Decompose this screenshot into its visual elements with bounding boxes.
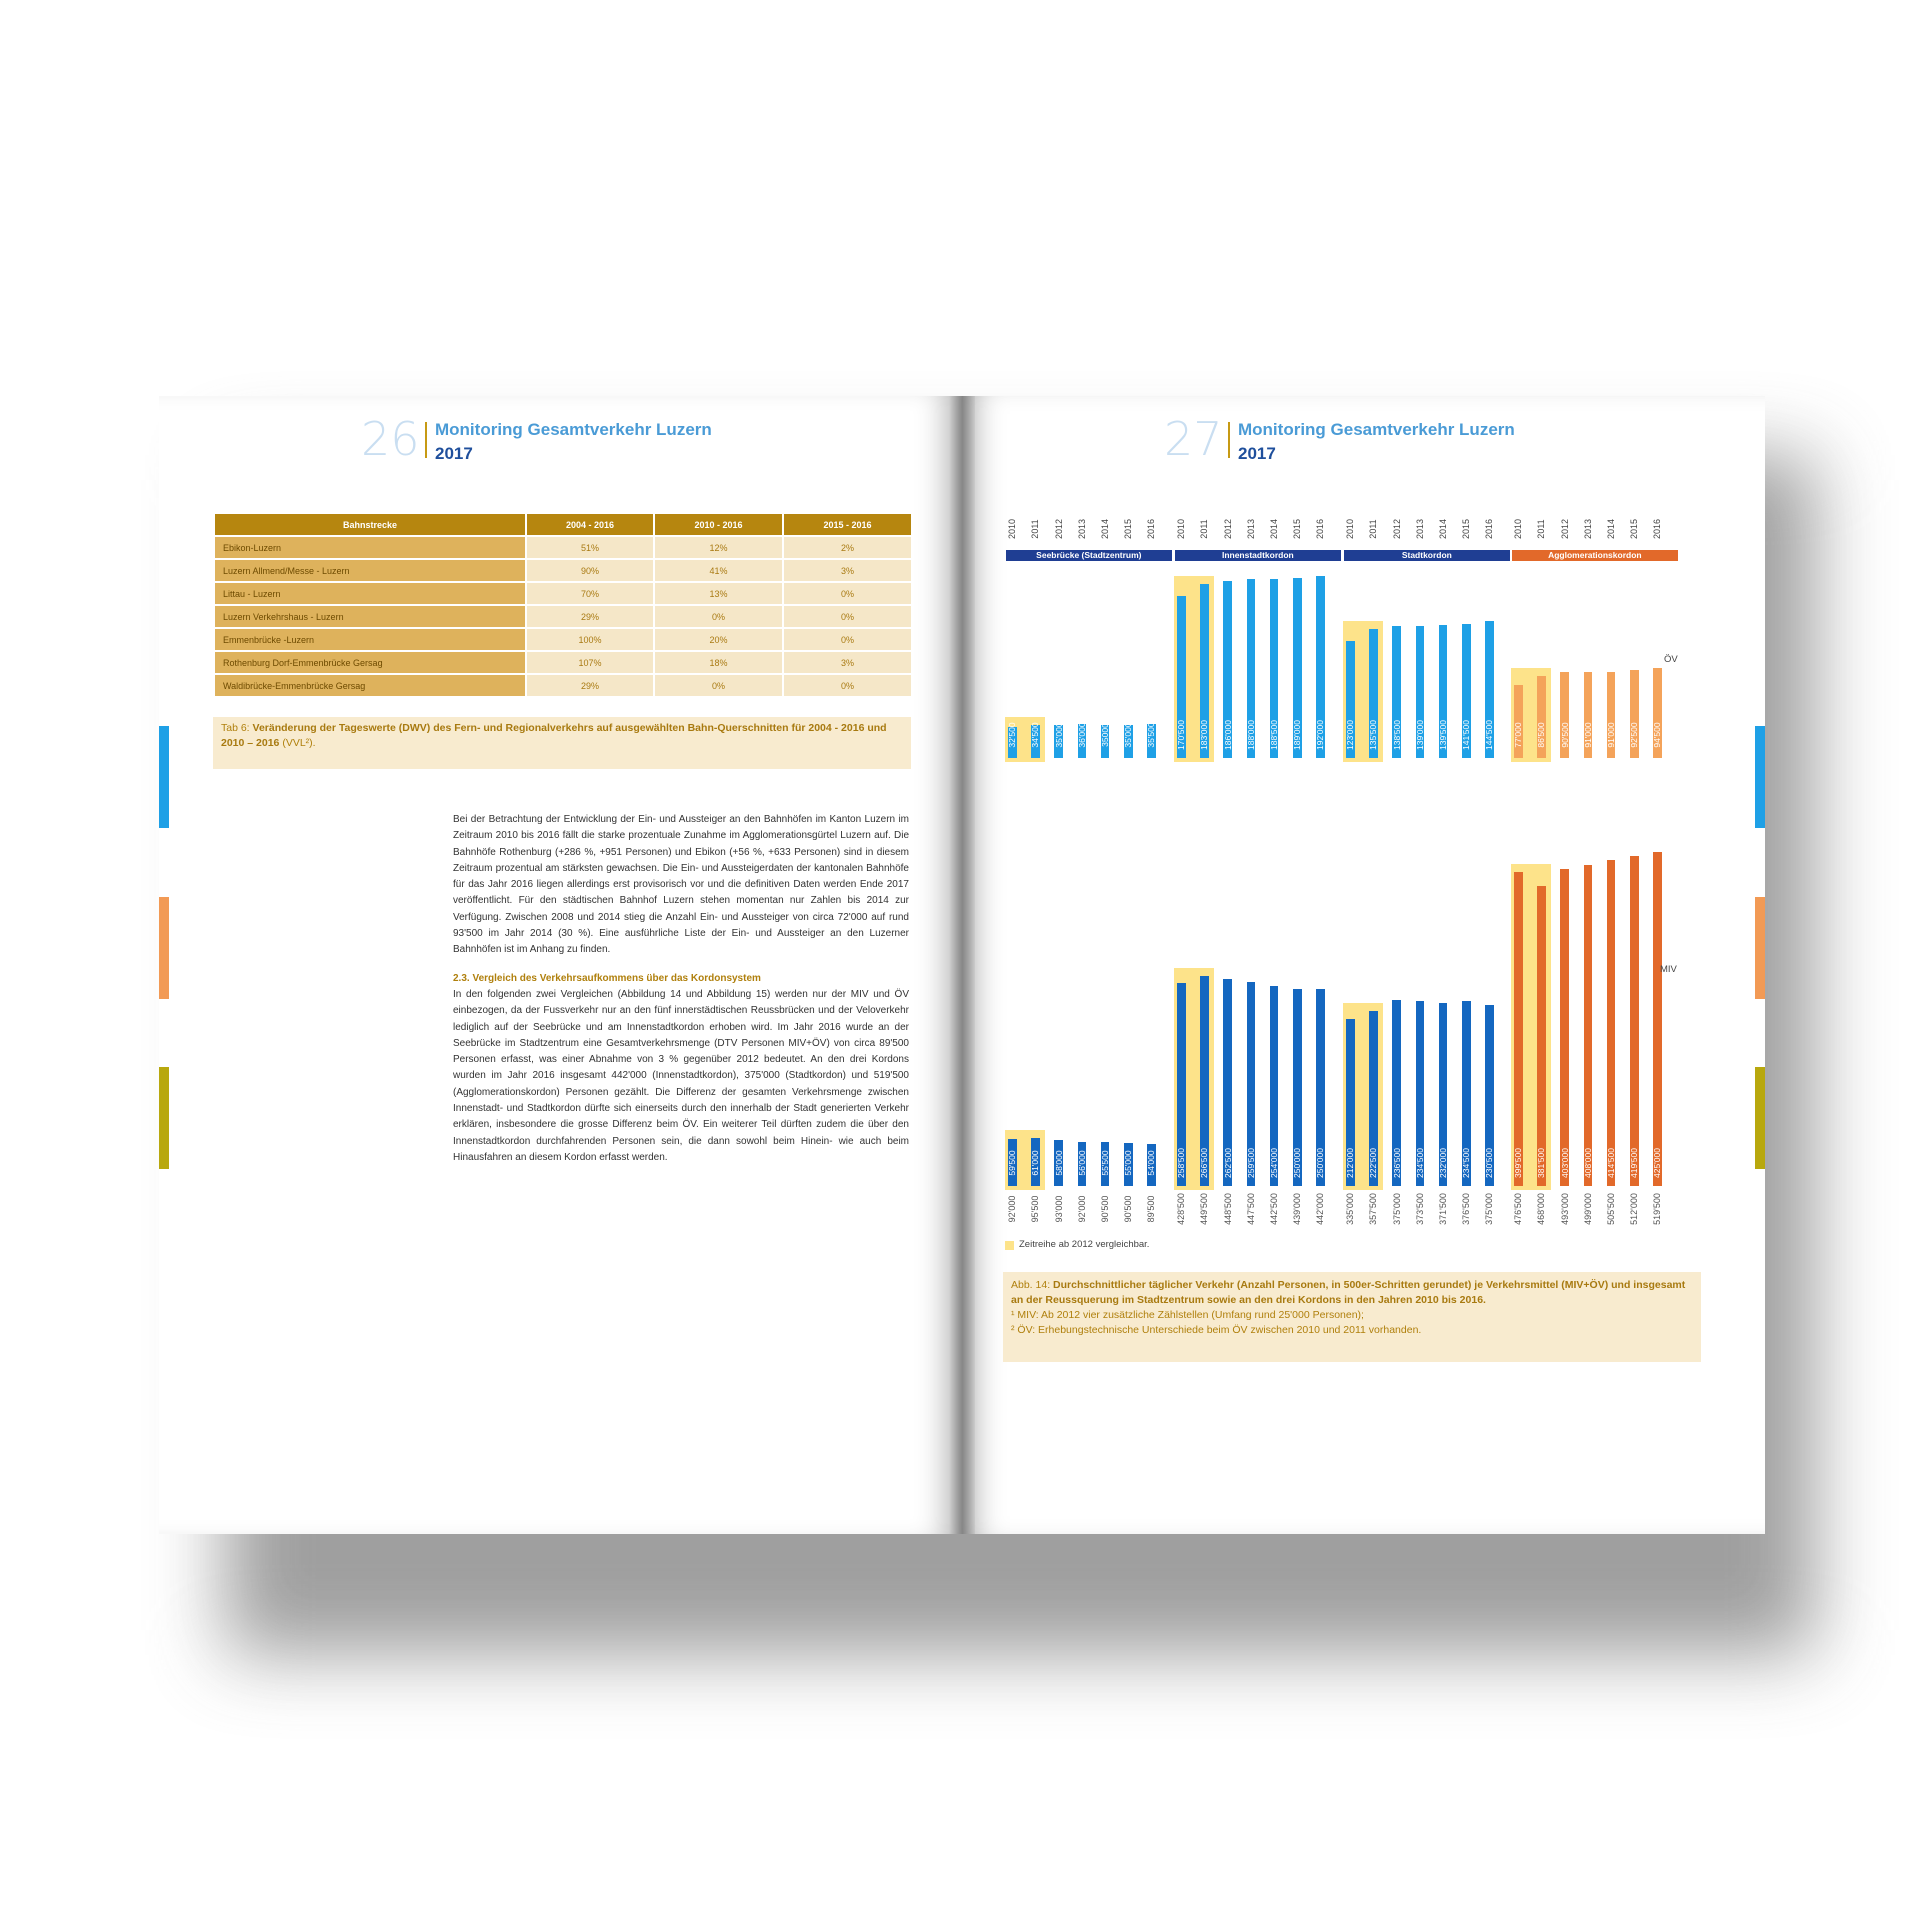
table-row — [214, 605, 912, 628]
ov-value-label: 170'500 — [1176, 720, 1187, 750]
miv-bar — [1560, 869, 1569, 1186]
table-row — [214, 582, 912, 605]
caption-bold: Veränderung der Tageswerte (DWV) des Fern- und Regionalverkehrs auf ausgewählten Bahn-Querschnitten für 2004 - 2016 und 2010 – 2016 — [221, 722, 887, 749]
ov-value-label: 135'500 — [1368, 720, 1379, 750]
total-label: 92'000 — [1007, 1195, 1018, 1223]
ov-value-label: 92'500 — [1629, 722, 1640, 748]
total-label: 505'500 — [1606, 1193, 1617, 1225]
ov-value-label: 123'000 — [1345, 720, 1356, 750]
table-row — [214, 559, 912, 582]
ov-value-label: 139'500 — [1438, 720, 1449, 750]
table-cell: 3% — [783, 651, 912, 674]
year-label: 2011 — [1199, 519, 1210, 539]
caption-suffix: (VVL²). — [279, 737, 316, 749]
table-row — [214, 628, 912, 651]
left-page — [159, 396, 962, 1534]
group-label: Agglomerationskordon — [1512, 550, 1678, 561]
year-label: 2012 — [1222, 518, 1233, 540]
miv-value-label: 59'500 — [1007, 1150, 1018, 1176]
year-label: 2011 — [1536, 519, 1547, 539]
total-label: 89'500 — [1146, 1195, 1157, 1223]
miv-value-label: 55'500 — [1100, 1150, 1111, 1176]
total-label: 512'000 — [1629, 1193, 1640, 1225]
year-label: 2010 — [1513, 518, 1524, 540]
miv-value-label: 236'500 — [1391, 1148, 1402, 1178]
total-label: 335'000 — [1345, 1193, 1356, 1225]
year-label: 2010 — [1007, 518, 1018, 540]
book-gutter — [949, 396, 975, 1534]
year-label: 2011 — [1030, 519, 1041, 539]
table-cell: 0% — [654, 674, 783, 697]
ov-value-label: 35'500 — [1146, 722, 1157, 748]
year-label: 2013 — [1582, 518, 1593, 540]
paragraph: In den folgenden zwei Vergleichen (Abbildung 14 und Abbildung 15) werden nur der MIV und ÖV einbezogen, da der Fussverkehr nur an den fünf innerstädtischen Reussbrücken und der Veloverkehr lediglich auf der Seebrücke und am Innenstadtkordon erhoben wird. Im Jahr 2016 wurde an der Seebrücke im Stadtzentrum eine Gesamtverkehrsmenge (DTV Personen MIV+ÖV) von circa 89'500 Personen erfasst, was einer Abnahme von 3 % gegenüber 2012 bedeutet. An den drei Kordons wurden im Jahr 2016 insgesamt 442'000 (Innenstadtkordon), 375'000 (Stadtkordon) und 519'500 (Agglomerationskordon) Personen gezählt. Die Differenz der gesamten Verkehrsmenge zwischen Innenstadt- und Stadtkordon dürfte sich einerseits durch den innerhalb der Stadt generierten Verkehr erklären, insbesondere die grosse Differenz beim ÖV. Ein weiterer Teil dürften zudem die über den Innenstadtkordon durchfahrenden Personen sein, die dann sowohl beim Hinein- wie auch beim Hinausfahren an diesem Kordon erfasst werden. — [453, 988, 909, 1163]
total-label: 376'500 — [1461, 1193, 1472, 1225]
table-cell: 0% — [783, 605, 912, 628]
year-label: 2014 — [1100, 518, 1111, 540]
table-header: 2010 - 2016 — [654, 513, 783, 536]
year-label: 2015 — [1461, 518, 1472, 540]
caption-bold: Durchschnittlicher täglicher Verkehr (Anzahl Personen, in 500er-Schritten gerundet) je Verkehrsmittel (MIV+ÖV) und insgesamt an der Reussquerung im Stadtzentrum sowie an den drei Kordons in den Jahren 2010 bis 2016. — [1011, 1279, 1686, 1306]
group-label: Innenstadtkordon — [1175, 550, 1341, 561]
miv-value-label: 250'000 — [1315, 1148, 1326, 1178]
table-header: Bahnstrecke — [214, 513, 526, 536]
miv-value-label: 262'500 — [1222, 1148, 1233, 1178]
miv-value-label: 403'000 — [1559, 1148, 1570, 1178]
caption-note: ¹ MIV: Ab 2012 vier zusätzliche Zählstellen (Umfang rund 25'000 Personen); — [1011, 1309, 1364, 1321]
total-label: 93'000 — [1053, 1195, 1064, 1223]
legend-text: Zeitreihe ab 2012 vergleichbar. — [1019, 1239, 1150, 1250]
table-cell: 0% — [783, 628, 912, 651]
ov-value-label: 34'500 — [1030, 722, 1041, 748]
ov-value-label: 183'000 — [1199, 720, 1210, 750]
ov-value-label: 32'500 — [1007, 722, 1018, 748]
section-tab-olive-left — [159, 1067, 169, 1169]
figure-caption — [1003, 1272, 1701, 1362]
table-caption — [213, 717, 911, 769]
total-label: 447'500 — [1245, 1193, 1256, 1225]
total-label: 371'500 — [1438, 1193, 1449, 1225]
miv-value-label: 258'500 — [1176, 1148, 1187, 1178]
table-header: 2004 - 2016 — [526, 513, 654, 536]
ov-series-label: ÖV — [1664, 654, 1678, 665]
total-label: 92'000 — [1076, 1195, 1087, 1223]
ov-value-label: 35'000 — [1123, 722, 1134, 748]
table-row — [214, 536, 912, 559]
ov-value-label: 35000 — [1100, 723, 1111, 747]
miv-value-label: 234'500 — [1414, 1148, 1425, 1178]
caption-prefix: Abb. 14: — [1011, 1279, 1054, 1291]
ov-value-label: 138'500 — [1391, 720, 1402, 750]
year-label: 2016 — [1146, 518, 1157, 540]
table-cell: 70% — [526, 582, 654, 605]
miv-bar — [1607, 860, 1616, 1186]
ov-value-label: 186'000 — [1222, 720, 1233, 750]
table-cell: Littau - Luzern — [214, 582, 526, 605]
section-tab-blue-left — [159, 726, 169, 828]
miv-value-label: 399'500 — [1513, 1148, 1524, 1178]
table-cell: 100% — [526, 628, 654, 651]
header-year: 2017 — [435, 444, 473, 463]
section-heading: 2.3. Vergleich des Verkehrsaufkommens über das Kordonsystem — [453, 972, 761, 984]
page-number: 26 — [361, 412, 420, 466]
miv-bar — [1630, 856, 1639, 1186]
caption-note: ² ÖV: Erhebungstechnische Unterschiede beim ÖV zwischen 2010 und 2011 vorhanden. — [1011, 1324, 1422, 1336]
miv-series-label: MIV — [1660, 964, 1677, 975]
total-label: 442'000 — [1315, 1193, 1326, 1225]
year-label: 2015 — [1292, 518, 1303, 540]
table-header-row — [214, 513, 912, 536]
ov-value-label: 91'000 — [1606, 722, 1617, 748]
table-cell: Luzern Verkehrshaus - Luzern — [214, 605, 526, 628]
year-label: 2013 — [1414, 518, 1425, 540]
miv-value-label: 266'500 — [1199, 1148, 1210, 1178]
miv-bar — [1653, 852, 1662, 1186]
right-page — [962, 396, 1765, 1534]
table-row — [214, 674, 912, 697]
miv-value-label: 254'000 — [1269, 1148, 1280, 1178]
year-label: 2013 — [1076, 518, 1087, 540]
miv-value-label: 419'500 — [1629, 1148, 1640, 1178]
section-tab-orange-right — [1755, 897, 1765, 999]
table-row — [214, 651, 912, 674]
table-cell: 18% — [654, 651, 783, 674]
table-cell: 12% — [654, 536, 783, 559]
miv-value-label: 250'000 — [1292, 1148, 1303, 1178]
total-label: 499'000 — [1582, 1193, 1593, 1225]
table-header: 2015 - 2016 — [783, 513, 912, 536]
miv-value-label: 381'500 — [1536, 1148, 1547, 1178]
total-label: 449'500 — [1199, 1193, 1210, 1225]
table-cell: 13% — [654, 582, 783, 605]
ov-value-label: 86'500 — [1536, 722, 1547, 748]
miv-value-label: 55'000 — [1123, 1150, 1134, 1176]
miv-value-label: 54'000 — [1146, 1150, 1157, 1176]
caption-prefix: Tab 6: — [221, 722, 253, 734]
table-cell: 0% — [783, 674, 912, 697]
year-label: 2016 — [1315, 518, 1326, 540]
ov-value-label: 141'500 — [1461, 720, 1472, 750]
table-cell: 29% — [526, 605, 654, 628]
miv-value-label: 234'500 — [1461, 1148, 1472, 1178]
total-label: 90'500 — [1100, 1195, 1111, 1223]
table-cell: 3% — [783, 559, 912, 582]
total-label: 493'000 — [1559, 1193, 1570, 1225]
total-label: 428'500 — [1176, 1193, 1187, 1225]
table-cell: Ebikon-Luzern — [214, 536, 526, 559]
miv-value-label: 425'000 — [1652, 1148, 1663, 1178]
table-cell: 41% — [654, 559, 783, 582]
ov-value-label: 36'000 — [1076, 722, 1087, 748]
legend-swatch — [1005, 1241, 1014, 1250]
year-label: 2011 — [1368, 519, 1379, 539]
total-label: 448'500 — [1222, 1193, 1233, 1225]
miv-value-label: 212'000 — [1345, 1148, 1356, 1178]
ov-value-label: 144'500 — [1484, 720, 1495, 750]
miv-value-label: 259'500 — [1245, 1148, 1256, 1178]
header-year: 2017 — [1238, 444, 1276, 463]
rail-table — [213, 512, 913, 698]
section-tab-olive-right — [1755, 1067, 1765, 1169]
ov-value-label: 188'000 — [1245, 720, 1256, 750]
table-cell: 2% — [783, 536, 912, 559]
table-cell: 90% — [526, 559, 654, 582]
miv-value-label: 222'500 — [1368, 1148, 1379, 1178]
miv-bar — [1584, 865, 1593, 1186]
table-cell: 20% — [654, 628, 783, 651]
total-label: 357'500 — [1368, 1193, 1379, 1225]
table-cell: 107% — [526, 651, 654, 674]
header-title: Monitoring Gesamtverkehr Luzern — [435, 420, 712, 439]
year-label: 2015 — [1629, 518, 1640, 540]
year-label: 2014 — [1438, 518, 1449, 540]
ov-value-label: 77'000 — [1513, 722, 1524, 748]
miv-bar — [1514, 872, 1523, 1186]
year-label: 2016 — [1652, 518, 1663, 540]
body-text — [453, 812, 909, 1166]
table-cell: 0% — [783, 582, 912, 605]
header-divider — [425, 422, 427, 458]
miv-value-label: 408'000 — [1582, 1148, 1593, 1178]
total-label: 375'000 — [1484, 1193, 1495, 1225]
year-label: 2012 — [1559, 518, 1570, 540]
total-label: 468'000 — [1536, 1193, 1547, 1225]
header-title: Monitoring Gesamtverkehr Luzern — [1238, 420, 1515, 439]
group-label: Stadtkordon — [1344, 550, 1510, 561]
year-label: 2010 — [1345, 518, 1356, 540]
miv-value-label: 414'500 — [1606, 1148, 1617, 1178]
table-cell: Emmenbrücke -Luzern — [214, 628, 526, 651]
miv-value-label: 61'000 — [1030, 1150, 1041, 1176]
group-label: Seebrücke (Stadtzentrum) — [1006, 550, 1172, 561]
total-label: 373'500 — [1414, 1193, 1425, 1225]
ov-value-label: 139'000 — [1414, 720, 1425, 750]
total-label: 375'000 — [1391, 1193, 1402, 1225]
section-tab-orange-left — [159, 897, 169, 999]
year-label: 2015 — [1123, 518, 1134, 540]
table-cell: 29% — [526, 674, 654, 697]
total-label: 439'000 — [1292, 1193, 1303, 1225]
ov-value-label: 35'000 — [1053, 722, 1064, 748]
ov-value-label: 94'500 — [1652, 722, 1663, 748]
ov-value-label: 91'000 — [1582, 722, 1593, 748]
ov-value-label: 188'500 — [1269, 720, 1280, 750]
table-cell: Luzern Allmend/Messe - Luzern — [214, 559, 526, 582]
total-label: 476'500 — [1513, 1193, 1524, 1225]
year-label: 2016 — [1484, 518, 1495, 540]
miv-value-label: 58'000 — [1053, 1150, 1064, 1176]
year-label: 2012 — [1391, 518, 1402, 540]
table-cell: Rothenburg Dorf-Emmenbrücke Gersag — [214, 651, 526, 674]
year-label: 2010 — [1176, 518, 1187, 540]
page-number: 27 — [1164, 412, 1223, 466]
section-tab-blue-right — [1755, 726, 1765, 828]
ov-value-label: 192'000 — [1315, 720, 1326, 750]
year-label: 2014 — [1606, 518, 1617, 540]
total-label: 442'500 — [1269, 1193, 1280, 1225]
ov-value-label: 90'500 — [1559, 722, 1570, 748]
total-label: 519'500 — [1652, 1193, 1663, 1225]
paragraph: Bei der Betrachtung der Entwicklung der Ein- und Aussteiger an den Bahnhöfen im Kanton Luzern im Zeitraum 2010 bis 2016 fällt die starke prozentuale Zunahme im Agglomerationsgürtel Luzern auf. Die Bahnhöfe Rothenburg (+286 %, +951 Personen) und Ebikon (+56 %, +633 Personen) sind in diesem Zeitraum prozentual am stärksten gewachsen. Die Ein- und Aussteigerdaten der kantonalen Bahnhöfe für das Jahr 2016 liegen allerdings erst provisorisch vor und die definitiven Daten werden Ende 2017 veröffentlicht. Für den städtischen Bahnhof Luzern stehen momentan nur Zahlen bis 2014 zur Verfügung. Zwischen 2008 und 2014 stieg die Anzahl Ein- und Aussteiger von circa 72'000 auf rund 93'500 im Jahr 2014 (30 %). Eine ausführliche Liste der Ein- und Aussteiger an den Luzerner Bahnhöfen ist im Anhang zu finden. — [453, 814, 909, 956]
year-label: 2013 — [1245, 518, 1256, 540]
ov-value-label: 189'000 — [1292, 720, 1303, 750]
miv-value-label: 230'500 — [1484, 1148, 1495, 1178]
table-cell: 51% — [526, 536, 654, 559]
year-label: 2014 — [1269, 518, 1280, 540]
traffic-bar-chart — [962, 396, 1765, 1534]
miv-value-label: 56'000 — [1076, 1150, 1087, 1176]
table-cell: Waldibrücke-Emmenbrücke Gersag — [214, 674, 526, 697]
open-book — [159, 396, 1765, 1534]
table-cell: 0% — [654, 605, 783, 628]
year-label: 2012 — [1053, 518, 1064, 540]
total-label: 90'500 — [1123, 1195, 1134, 1223]
total-label: 95'500 — [1030, 1195, 1041, 1223]
miv-value-label: 232'000 — [1438, 1148, 1449, 1178]
